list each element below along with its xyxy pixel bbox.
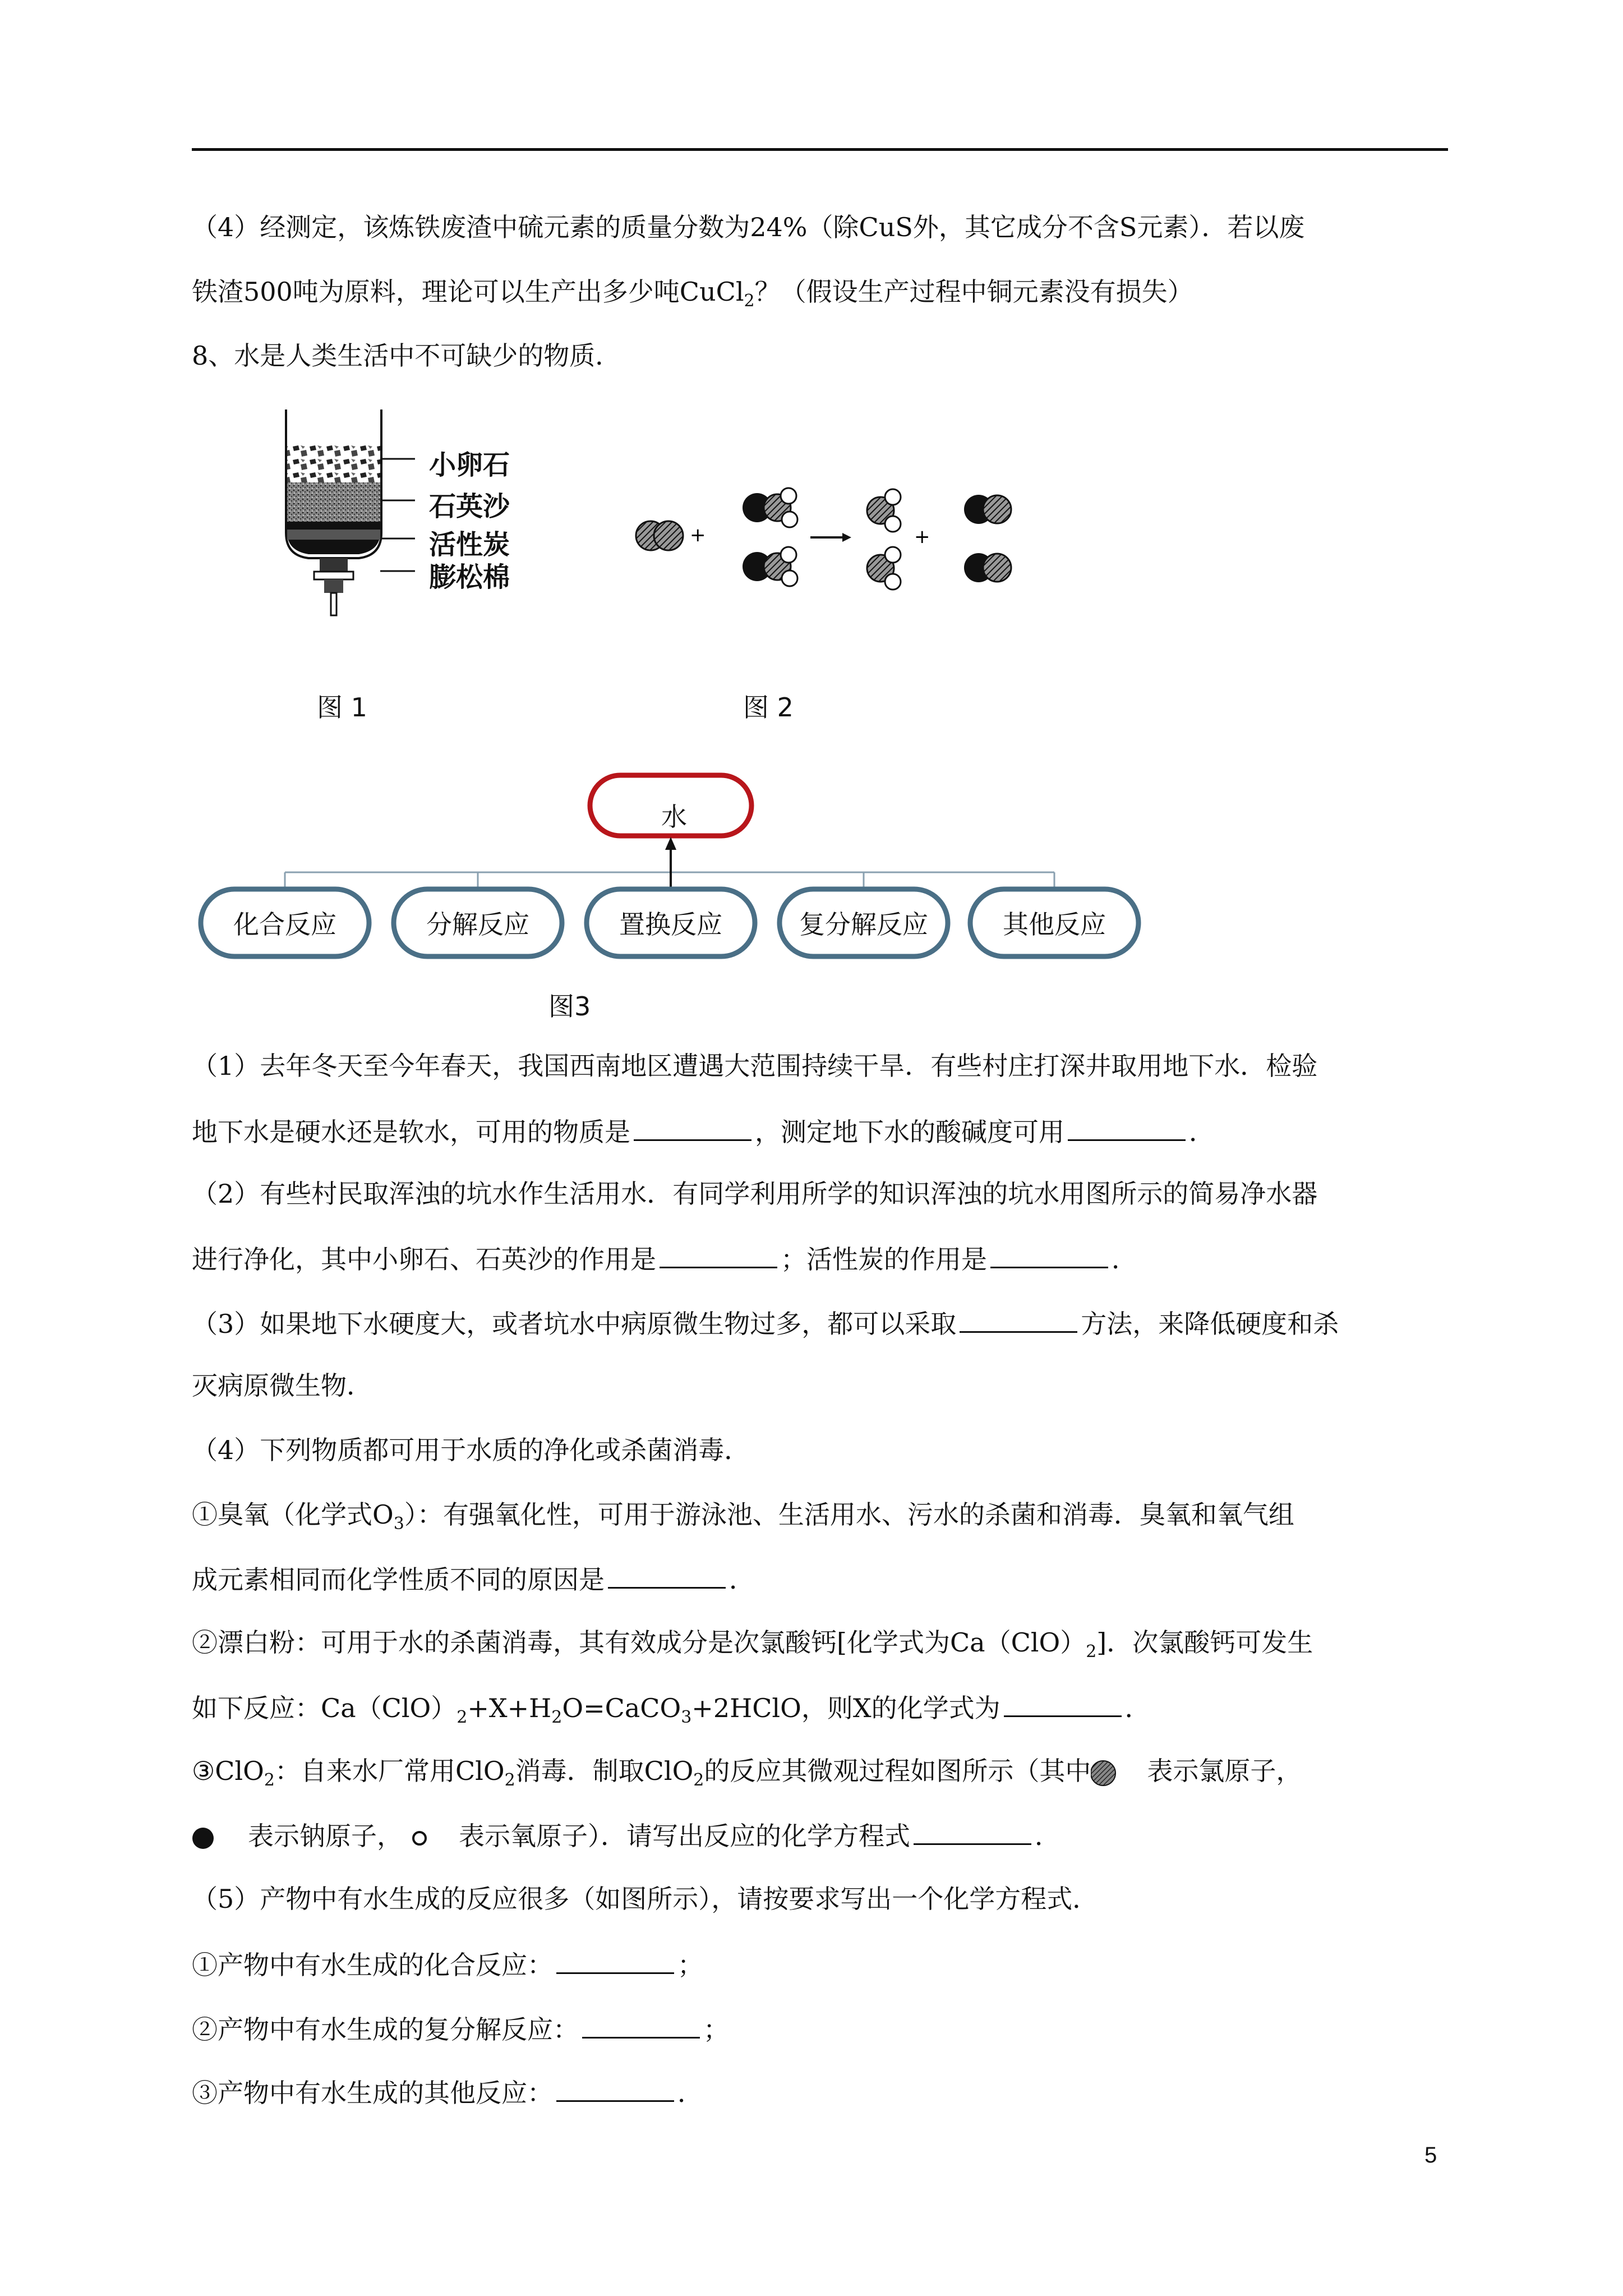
filter-label: 活性炭 bbox=[429, 529, 510, 560]
text-line: 如下反应：$Ca(ClO)_2+X+H_2O=CaCO_3+2HClO$，则X的化学式为 ． bbox=[192, 1690, 1448, 1734]
text-line: ③ClO$_2$：自来水厂常用ClO$_2$消毒．制取ClO$_2$的反应其微观过程如图所示（其中 表示氯原子， bbox=[192, 1756, 1302, 1791]
answer-blank[interactable] bbox=[1004, 1690, 1122, 1717]
text-line: 铁渣500吨为原料，理论可以生产出多少吨CuCl$_2$？（假设生产过程中铜元素没有损失） bbox=[192, 277, 1193, 311]
text-line: ①臭氧（化学式$O_3$）：有强氧化性，可用于游泳池、生活用水、污水的杀菌和消毒．臭氧和氧气组 bbox=[192, 1499, 1294, 1534]
figure-caption: 图 1 bbox=[317, 692, 367, 723]
answer-blank[interactable] bbox=[556, 1947, 674, 1974]
sodium-atom-icon bbox=[192, 1824, 225, 1852]
text-line: （4）下列物质都可用于水质的净化或杀菌消毒． bbox=[192, 1435, 750, 1465]
diagram-box-label: 其他反应 bbox=[1003, 909, 1106, 940]
text-line: （3）如果地下水硬度大，或者坑水中病原微生物过多，都可以采取 方法，来降低硬度和杀 bbox=[192, 1305, 1448, 1341]
answer-blank[interactable] bbox=[582, 2011, 700, 2039]
text-line: ②产物中有水生成的复分解反应： ； bbox=[192, 2011, 1448, 2046]
question-title: 8、水是人类生活中不可缺少的物质． bbox=[192, 341, 621, 371]
chlorine-atom-icon bbox=[1091, 1759, 1124, 1787]
diagram-box-label: 置换反应 bbox=[619, 909, 722, 940]
answer-blank[interactable] bbox=[960, 1305, 1077, 1333]
figure-caption: 图 2 bbox=[743, 692, 794, 723]
answer-blank[interactable] bbox=[608, 1561, 726, 1589]
answer-blank[interactable] bbox=[990, 1241, 1108, 1268]
reaction-micro-figure bbox=[634, 477, 1038, 606]
text-line: 地下水是硬水还是软水，可用的物质是 ，测定地下水的酸碱度可用 ． bbox=[192, 1114, 1448, 1149]
svg-text:+: + bbox=[690, 524, 706, 546]
text-line: （4）经测定，该炼铁废渣中硫元素的质量分数为24%（除CuS外，其它成分不含S元素）．若以废 bbox=[192, 212, 1305, 242]
text-line: 灭病原微生物． bbox=[192, 1370, 372, 1401]
diagram-box-label: 化合反应 bbox=[233, 909, 336, 940]
header-rule bbox=[192, 148, 1448, 151]
figure-caption: 图3 bbox=[548, 991, 591, 1022]
text-line: ①产物中有水生成的化合反应： ； bbox=[192, 1947, 1448, 1982]
text-line: （1）去年冬天至今年春天，我国西南地区遭遇大范围持续干旱．有些村庄打深井取用地下水．检验 bbox=[192, 1051, 1318, 1081]
text-line: 成元素相同而化学性质不同的原因是 ． bbox=[192, 1561, 1448, 1596]
answer-blank[interactable] bbox=[634, 1114, 751, 1141]
text-line: ③产物中有水生成的其他反应： ． bbox=[192, 2074, 1448, 2110]
text-line: 表示钠原子， 表示氧原子）．请写出反应的化学方程式 ． bbox=[192, 1818, 1448, 1853]
answer-blank[interactable] bbox=[556, 2074, 674, 2102]
filter-label: 小卵石 bbox=[429, 449, 510, 481]
oxygen-atom-icon bbox=[403, 1824, 442, 1852]
answer-blank[interactable] bbox=[914, 1818, 1031, 1845]
diagram-top-label: 水 bbox=[661, 802, 687, 832]
text-line: ②漂白粉：可用于水的杀菌消毒，其有效成分是次氯酸钙[化学式为$Ca(ClO)_2$]．次氯酸钙可发生 bbox=[192, 1627, 1313, 1662]
diagram-box-label: 分解反应 bbox=[426, 909, 529, 940]
page-number: 5 bbox=[1424, 2143, 1437, 2168]
answer-blank[interactable] bbox=[1068, 1114, 1186, 1141]
answer-blank[interactable] bbox=[660, 1241, 777, 1268]
filter-label: 膨松棉 bbox=[429, 562, 510, 593]
filter-label: 石英沙 bbox=[429, 491, 510, 522]
diagram-box-label: 复分解反应 bbox=[799, 909, 928, 940]
text-line: （2）有些村民取浑浊的坑水作生活用水．有同学利用所学的知识浑浊的坑水用图所示的简易净水器 bbox=[192, 1179, 1318, 1209]
svg-text:+: + bbox=[914, 526, 930, 548]
text-line: 进行净化，其中小卵石、石英沙的作用是 ；活性炭的作用是 ． bbox=[192, 1241, 1448, 1276]
text-line: （5）产物中有水生成的反应很多（如图所示），请按要求写出一个化学方程式． bbox=[192, 1884, 1099, 1914]
